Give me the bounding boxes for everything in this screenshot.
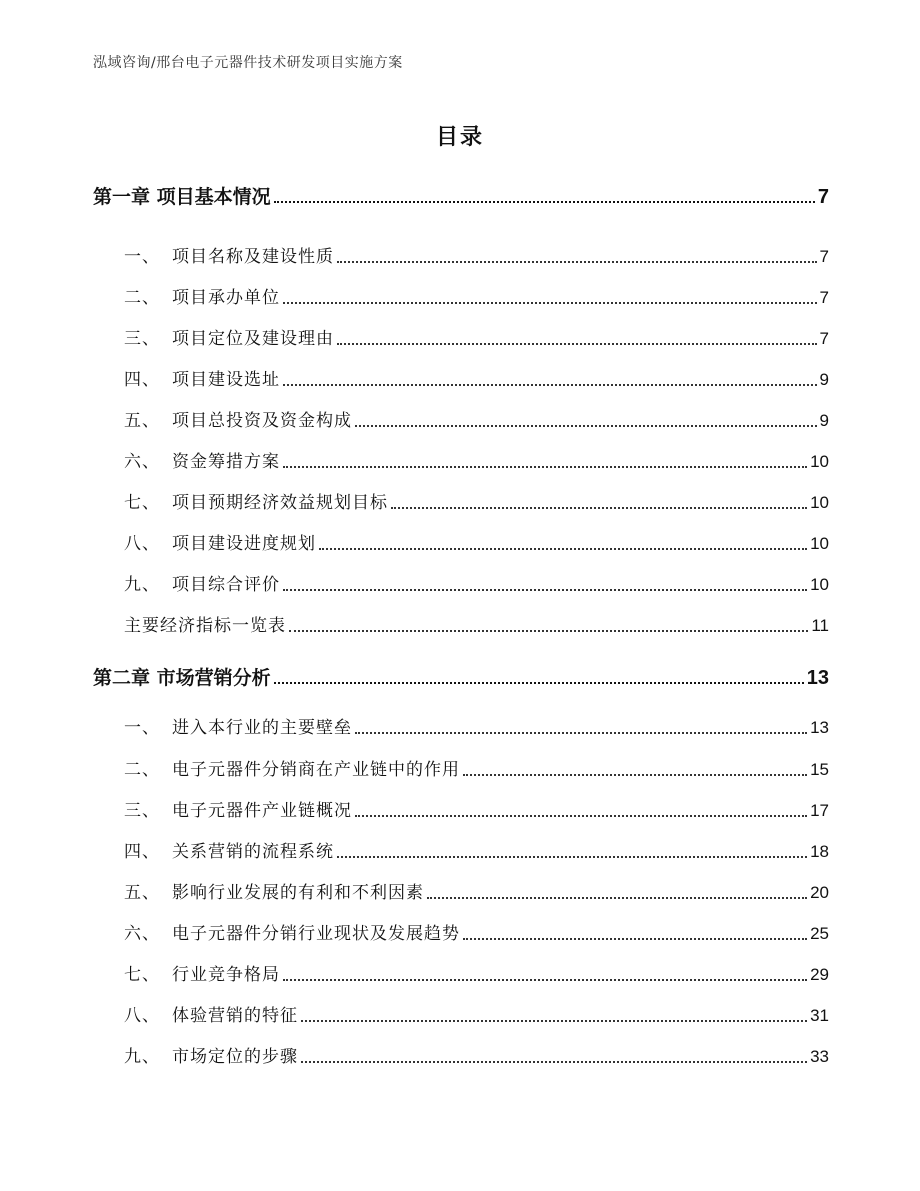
section-title: 项目建设选址: [172, 370, 280, 390]
section-number: 八、: [124, 1006, 160, 1026]
section-title: 电子元器件分销商在产业链中的作用: [172, 760, 460, 780]
section-number: 六、: [124, 452, 160, 472]
section-number: 四、: [124, 842, 160, 862]
dot-leader: [301, 1061, 807, 1063]
dot-leader: [355, 815, 807, 817]
section-number: 二、: [124, 288, 160, 308]
toc-chapter-2[interactable]: [93, 665, 829, 691]
toc-entry[interactable]: [124, 613, 829, 639]
section-number: 九、: [124, 1047, 160, 1067]
page-number: 33: [810, 1047, 829, 1066]
section-number: 三、: [124, 329, 160, 349]
section-title: 体验营销的特征: [172, 1006, 298, 1026]
section-title: 项目定位及建设理由: [172, 329, 334, 349]
page-number: 9: [819, 411, 829, 430]
section-number: 五、: [124, 411, 160, 431]
dot-leader: [283, 979, 807, 981]
section-title: 项目综合评价: [172, 575, 280, 595]
dot-leader: [319, 548, 807, 550]
dot-leader: [283, 589, 807, 591]
dot-leader: [283, 302, 817, 304]
dot-leader: [463, 774, 807, 776]
toc-entry[interactable]: [124, 1003, 829, 1029]
dot-leader: [337, 343, 817, 345]
dot-leader: [283, 466, 807, 468]
dot-leader: [391, 507, 807, 509]
toc-entry[interactable]: [124, 367, 829, 393]
page-number: 10: [810, 534, 829, 553]
toc-entry[interactable]: [124, 880, 829, 906]
page-number: 10: [810, 493, 829, 512]
dot-leader: [283, 384, 817, 386]
dot-leader: [355, 732, 807, 734]
dot-leader: [274, 201, 815, 203]
chapter-title: 第一章 项目基本情况: [93, 186, 271, 208]
section-number: 四、: [124, 370, 160, 390]
dot-leader: [289, 630, 808, 632]
page-number: 31: [810, 1006, 829, 1025]
chapter-title: 第二章 市场营销分析: [93, 667, 271, 689]
section-title: 行业竞争格局: [172, 965, 280, 985]
page-number: 15: [810, 760, 829, 779]
toc-entry[interactable]: [124, 326, 829, 352]
page-number: 18: [810, 842, 829, 861]
section-title: 项目总投资及资金构成: [172, 411, 352, 431]
section-title: 影响行业发展的有利和不利因素: [172, 883, 424, 903]
section-title: 电子元器件产业链概况: [172, 801, 352, 821]
page-number: 20: [810, 883, 829, 902]
section-title: 关系营销的流程系统: [172, 842, 334, 862]
section-title: 项目建设进度规划: [172, 534, 316, 554]
section-title: 项目名称及建设性质: [172, 247, 334, 267]
toc-entry[interactable]: [124, 757, 829, 783]
page-number: 10: [810, 452, 829, 471]
toc-entry[interactable]: [124, 531, 829, 557]
running-header: 泓域咨询/邢台电子元器件技术研发项目实施方案: [93, 55, 403, 71]
toc-entry[interactable]: [124, 962, 829, 988]
page-number: 11: [811, 616, 829, 635]
page-number: 13: [810, 718, 829, 737]
toc-entry[interactable]: [124, 921, 829, 947]
page-number: 7: [817, 186, 829, 208]
toc-entry[interactable]: [124, 408, 829, 434]
dot-leader: [301, 1020, 807, 1022]
toc-entry[interactable]: [124, 839, 829, 865]
dot-leader: [427, 897, 807, 899]
section-number: 一、: [124, 718, 160, 738]
section-number: 一、: [124, 247, 160, 267]
toc-entry[interactable]: [124, 715, 829, 741]
section-number: 八、: [124, 534, 160, 554]
section-title: 市场定位的步骤: [172, 1047, 298, 1067]
page-number: 7: [819, 329, 829, 348]
section-number: 五、: [124, 883, 160, 903]
toc-entry[interactable]: [124, 244, 829, 270]
page-number: 25: [810, 924, 829, 943]
toc-title: 目录: [435, 125, 484, 150]
page-number: 7: [819, 288, 829, 307]
toc-entry[interactable]: [124, 449, 829, 475]
dot-leader: [337, 261, 817, 263]
toc-entry[interactable]: [124, 572, 829, 598]
toc-entry[interactable]: [124, 285, 829, 311]
section-title: 资金筹措方案: [172, 452, 280, 472]
section-number: 七、: [124, 965, 160, 985]
section-number: 七、: [124, 493, 160, 513]
toc-entry[interactable]: [124, 490, 829, 516]
page-number: 29: [810, 965, 829, 984]
toc-entry[interactable]: [124, 798, 829, 824]
section-title: 电子元器件分销行业现状及发展趋势: [172, 924, 460, 944]
section-title: 项目承办单位: [172, 288, 280, 308]
section-number: 三、: [124, 801, 160, 821]
section-title: 进入本行业的主要壁垒: [172, 718, 352, 738]
toc-chapter-1[interactable]: [93, 184, 829, 210]
section-title: 主要经济指标一览表: [124, 616, 286, 636]
dot-leader: [355, 425, 817, 427]
page-number: 10: [810, 575, 829, 594]
section-number: 二、: [124, 760, 160, 780]
dot-leader: [463, 938, 807, 940]
section-title: 项目预期经济效益规划目标: [172, 493, 388, 513]
page-number: 17: [810, 801, 829, 820]
dot-leader: [274, 682, 804, 684]
page-number: 13: [806, 667, 829, 689]
dot-leader: [337, 856, 807, 858]
section-number: 六、: [124, 924, 160, 944]
page-number: 9: [819, 370, 829, 389]
section-number: 九、: [124, 575, 160, 595]
page-number: 7: [819, 247, 829, 266]
toc-entry[interactable]: [124, 1044, 829, 1070]
